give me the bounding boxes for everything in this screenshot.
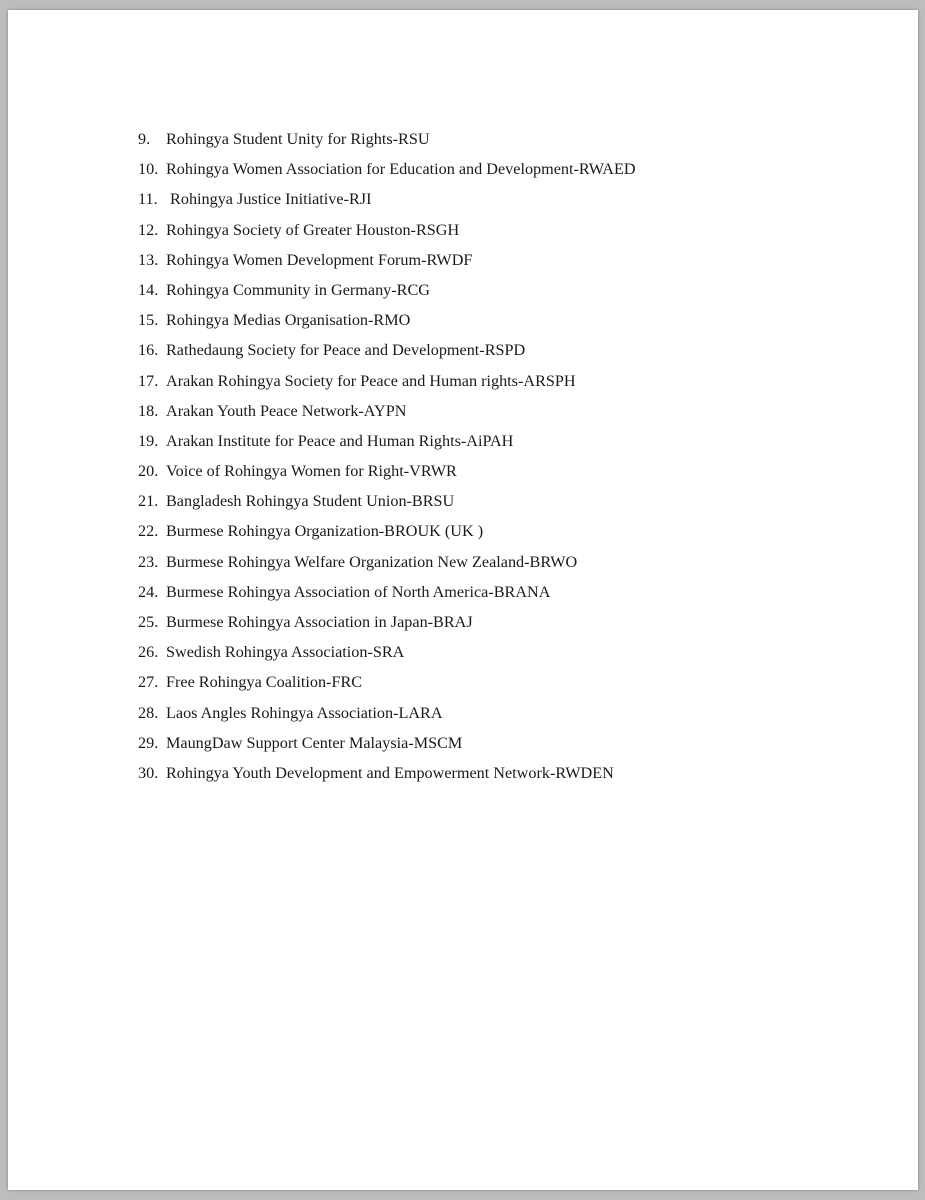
- list-item: [138, 309, 636, 339]
- list-item-text: Rohingya Women Association for Education and Development-RWAED: [166, 160, 636, 179]
- list-item: [138, 581, 636, 611]
- list-item-text: Burmese Rohingya Welfare Organization New Zealand-BRWO: [166, 552, 578, 571]
- list-item: [138, 158, 636, 188]
- list-item-number: 23.: [138, 552, 159, 571]
- list-item-text: MaungDaw Support Center Malaysia-MSCM: [166, 733, 463, 752]
- list-item-text: Burmese Rohingya Association of North America-BRANA: [166, 582, 551, 601]
- list-item: [138, 249, 636, 279]
- list-item-text: Rathedaung Society for Peace and Development-RSPD: [166, 341, 526, 360]
- list-item-number: 9.: [138, 130, 151, 148]
- list-item-text: Rohingya Student Unity for Rights-RSU: [166, 130, 430, 148]
- list-item: [138, 611, 636, 641]
- list-item-number: 26.: [138, 643, 159, 662]
- list-item: [138, 128, 636, 158]
- list-item-text: Rohingya Women Development Forum-RWDF: [166, 250, 473, 269]
- list-item-number: 18.: [138, 401, 159, 420]
- list-item-number: 13.: [138, 250, 159, 269]
- list-item-number: 21.: [138, 492, 159, 511]
- list-item-number: 24.: [138, 582, 159, 601]
- list-item-number: 28.: [138, 703, 159, 722]
- list-item: [138, 460, 636, 490]
- list-item-number: 27.: [138, 673, 159, 692]
- list-item: [138, 641, 636, 671]
- list-item-number: 17.: [138, 371, 159, 390]
- list-item: [138, 188, 636, 218]
- list-item-text: Burmese Rohingya Association in Japan-BRAJ: [166, 613, 473, 631]
- list-item-text: Rohingya Medias Organisation-RMO: [166, 311, 411, 330]
- list-item-text: Arakan Institute for Peace and Human Rights-AiPAH: [166, 431, 514, 450]
- list-item: [138, 551, 636, 581]
- list-item: [138, 400, 636, 430]
- list-item-number: 14.: [138, 280, 159, 299]
- list-item-number: 15.: [138, 311, 159, 330]
- document-page: [8, 10, 918, 1190]
- list-item-text: Burmese Rohingya Organization-BROUK (UK ): [166, 522, 484, 541]
- list-item-text: Rohingya Society of Greater Houston-RSGH: [166, 220, 460, 239]
- list-item: [138, 430, 636, 460]
- list-item-text: Free Rohingya Coalition-FRC: [166, 673, 363, 692]
- list-item-text: Bangladesh Rohingya Student Union-BRSU: [166, 492, 455, 511]
- list-item: [138, 490, 636, 520]
- list-item-number: 10.: [138, 160, 159, 179]
- list-item-number: 16.: [138, 341, 159, 360]
- list-item-number: 30.: [138, 763, 159, 782]
- list-item: [138, 339, 636, 369]
- list-item-text: Laos Angles Rohingya Association-LARA: [166, 703, 443, 722]
- list-item: [138, 762, 636, 792]
- list-item: [138, 219, 636, 249]
- list-item-number: 29.: [138, 733, 159, 752]
- list-item-text: Rohingya Justice Initiative-RJI: [166, 190, 372, 209]
- list-item-text: Rohingya Community in Germany-RCG: [166, 280, 430, 299]
- list-item-number: 25.: [138, 613, 159, 631]
- list-item-text: Swedish Rohingya Association-SRA: [166, 643, 405, 662]
- list-item: [138, 520, 636, 550]
- list-item-number: 11.: [138, 190, 158, 209]
- list-item-number: 22.: [138, 522, 159, 541]
- list-item: [138, 732, 636, 762]
- list-item-number: 19.: [138, 431, 159, 450]
- list-item: [138, 702, 636, 732]
- list-item-text: Arakan Youth Peace Network-AYPN: [166, 401, 407, 420]
- list-item-number: 12.: [138, 220, 159, 239]
- list-item-text: Voice of Rohingya Women for Right-VRWR: [166, 462, 457, 481]
- list-item: [138, 671, 636, 701]
- organization-list: [138, 128, 636, 792]
- list-item: [138, 279, 636, 309]
- list-item-number: 20.: [138, 462, 159, 481]
- list-item-text: Rohingya Youth Development and Empowerment Network-RWDEN: [166, 763, 614, 782]
- list-item-text: Arakan Rohingya Society for Peace and Human rights-ARSPH: [166, 371, 576, 390]
- list-item: [138, 370, 636, 400]
